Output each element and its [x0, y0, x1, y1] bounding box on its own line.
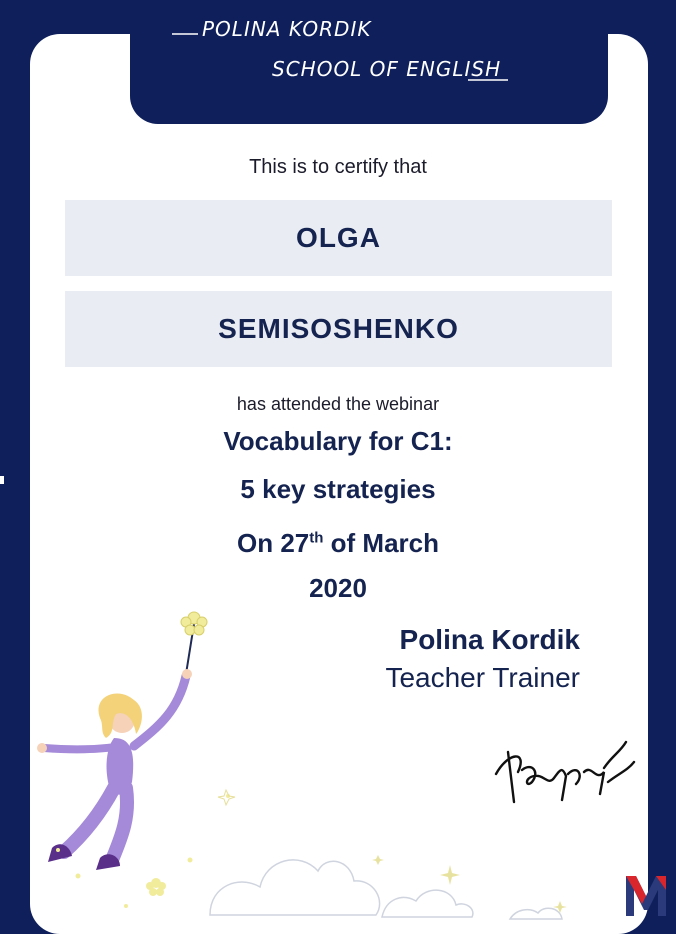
signer-role: Teacher Trainer: [385, 662, 580, 693]
webinar-year: 2020: [309, 573, 367, 603]
course-title-line1: Vocabulary for C1:: [223, 426, 453, 456]
last-name-box: [65, 291, 612, 367]
date-ordinal: th: [309, 529, 324, 547]
first-name-box: [65, 200, 612, 276]
attended-text: has attended the webinar: [236, 394, 440, 414]
logo-line1: POLINA KORDIK: [202, 17, 372, 41]
logo-line2: SCHOOL OF ENGLISH: [272, 57, 502, 81]
course-title-line2: 5 key strategies: [240, 474, 436, 504]
star-icon: [181, 612, 207, 635]
webinar-date: [0, 528, 676, 559]
cloud-icon: [150, 815, 610, 920]
date-rest: of March: [323, 528, 439, 558]
school-logo: [160, 6, 520, 86]
last-name: SEMISOSHENKO: [218, 313, 459, 344]
date-prefix: On 27: [237, 528, 310, 558]
m-logo-icon: [622, 870, 670, 918]
handwritten-signature: [488, 712, 638, 812]
certify-text: This is to certify that: [249, 156, 427, 178]
first-name: OLGA: [296, 222, 381, 253]
signer-name: Polina Kordik: [399, 624, 580, 655]
edge-marker: [0, 476, 4, 484]
